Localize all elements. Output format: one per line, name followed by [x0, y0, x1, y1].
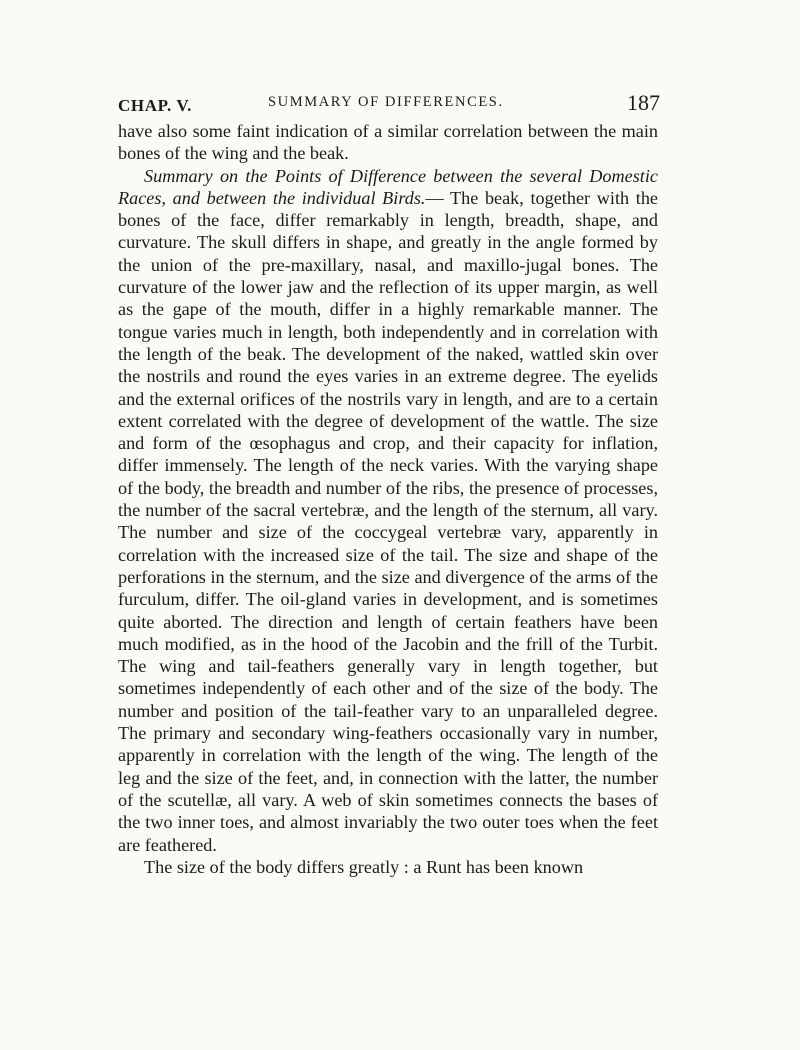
body-text	[118, 120, 658, 878]
running-header	[118, 86, 658, 120]
summary-heading: Summary on the Points of Difference between the several Domestic Races, and between the individual Birds.	[118, 165, 658, 208]
paragraph-body-size: The size of the body differs greatly : a Runt has been known	[144, 856, 584, 877]
paragraph-continuation: have also some faint indication of a similar correlation between the main bones of the wing and the beak.	[118, 121, 658, 164]
running-title: SUMMARY OF DIFFERENCES.	[268, 94, 504, 110]
summary-text: — The beak, together with the bones of the face, differ remarkably in length, breadth, shape, and curvature. The skull differs in shape, and greatly in the angle formed by the union of the pre-maxillary, nasal, and maxillo-jugal bones. The curvature of the lower jaw and the reflection of its upper margin, as well as the gape of the mouth, differ in a highly remarkable manner. The tongue varies much in length, both independently and in correlation with the length of the beak. The development of the naked, wattled skin over the nostrils and round the eyes varies in an extreme degree. The eyelids and the external orifices of the nostrils vary in length, and are to a certain extent correlated with the degree of development of the wattle. The size and form of the œsophagus and crop, and their capacity for inflation, differ immensely. The length of the neck varies. With the varying shape of the body, the breadth and number of the ribs, the presence of processes, the number of the sacral vertebræ, and the length of the sternum, all vary. The number and size of the coccygeal vertebræ vary, apparently in correlation with the increased size of the tail. The size and shape of the perforations in the sternum, and the size and divergence of the arms of the furculum, differ. The oil-gland varies in development, and is sometimes quite aborted. The direction and length of certain feathers have been much modified, as in the hood of the Jacobin and the frill of the Turbit. The wing and tail-feathers generally vary in length together, but sometimes independently of each other and of the size of the body. The number and position of the tail-feather vary to an unparalleled degree. The primary and secondary wing-feathers occasionally vary in number, apparently in correlation with the length of the wing. The length of the leg and the size of the feet, and, in connection with the latter, the number of the scutellæ, all vary. A web of skin sometimes connects the bases of the two inner toes, and almost invariably the two outer toes when the feet are feathered.	[118, 187, 658, 855]
page-number: 187	[627, 90, 660, 115]
paragraph-summary	[118, 165, 658, 856]
chapter-label: CHAP. V.	[118, 96, 192, 115]
